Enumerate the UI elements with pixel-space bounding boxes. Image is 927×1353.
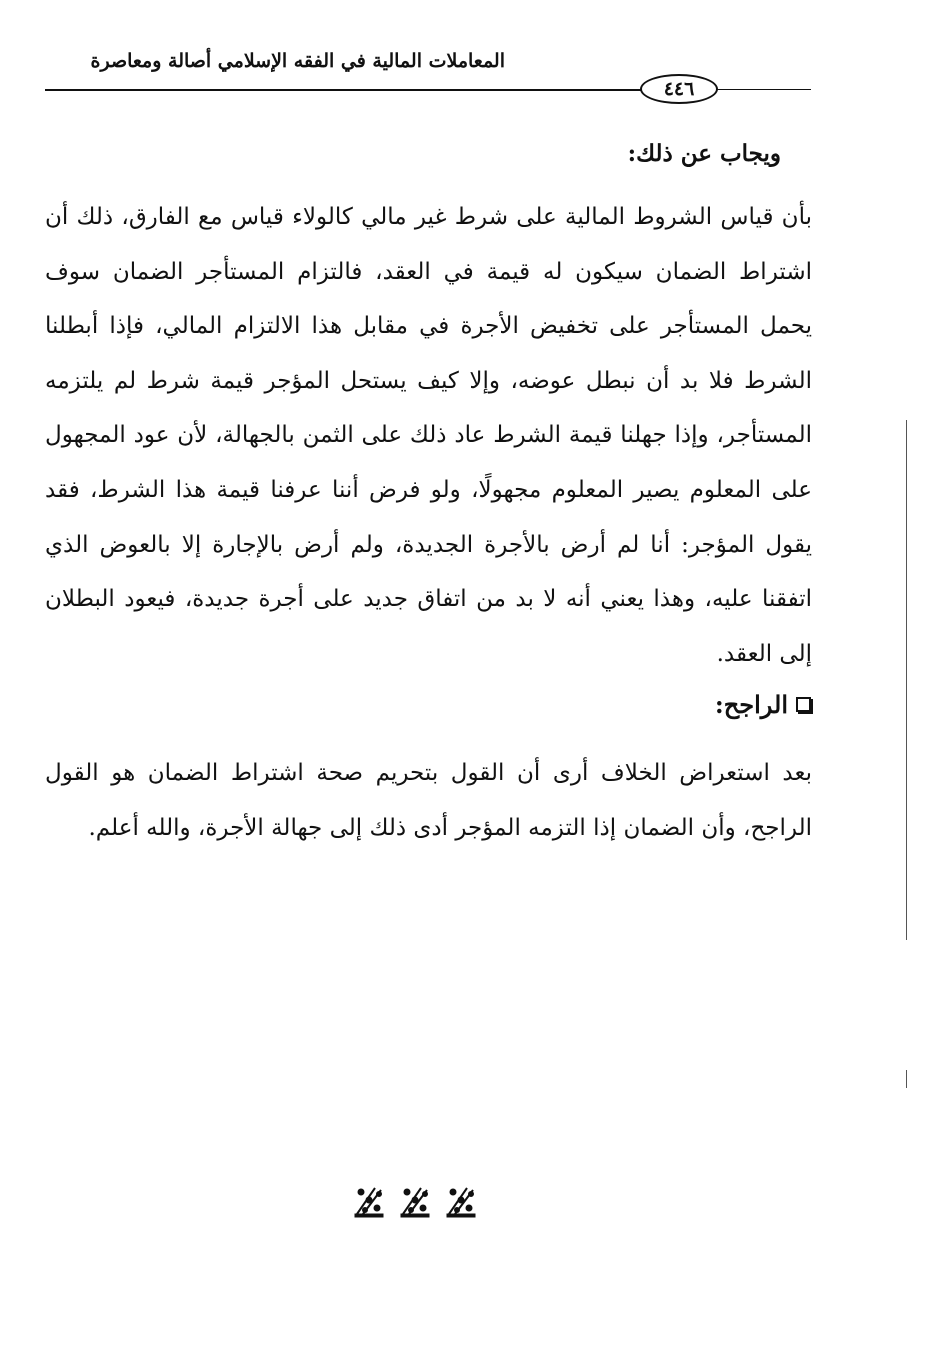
running-title: المعاملات المالية في الفقه الإسلامي أصالة ومعاصرة [90,50,505,72]
section-heading-preferred [211,690,811,719]
scan-edge-mark [906,420,907,940]
checkbox-icon [796,697,811,712]
header-rule-short [716,89,811,90]
paragraph-conclusion: بعد استعراض الخلاف أرى أن القول بتحريم صحة اشتراط الضمان هو القول الراجح، وأن الضمان إذا التزمه المؤجر أدى ذلك إلى جهالة الأجرة، والله أعلم. [45,760,812,841]
subheading: ويجاب عن ذلك: [627,140,781,167]
page-number: ٤٤٦ [640,74,718,104]
section-title: الراجح: [714,690,788,719]
paragraph-reply: بأن قياس الشروط المالية على شرط غير مالي كالولاء قياس مع الفارق، ذلك أن اشتراط الضمان سيكون له قيمة في العقد، فالتزام المستأجر الضمان سوف يحمل المستأجر على تخفيض الأجرة في مقابل هذا الالتزام المالي، فإذا أبطلنا الشرط فلا بد أن نبطل عوضه، وإلا كيف يستحل المؤجر قيمة شرط لم يلتزمه المستأجر، وإذا جهلنا قيمة الشرط عاد ذلك على الثمن بالجهالة، لأن عود المجهول على المعلوم يصير المعلوم مجهولًا، ولو فرض أننا عرفنا قيمة هذا الشرط، فقد يقول المؤجر: أنا لم أرض بالأجرة الجديدة، ولم أرض بالإجارة إلا بالعوض الذي اتفقنا عليه، وهذا يعني أنه لا بد من اتفاق جديد على أجرة جديدة، فيعود البطلان إلى العقد. [45,204,812,667]
scan-edge-mark [906,1070,907,1088]
floral-ornament-icon [353,1180,483,1220]
header-rule [45,89,643,91]
